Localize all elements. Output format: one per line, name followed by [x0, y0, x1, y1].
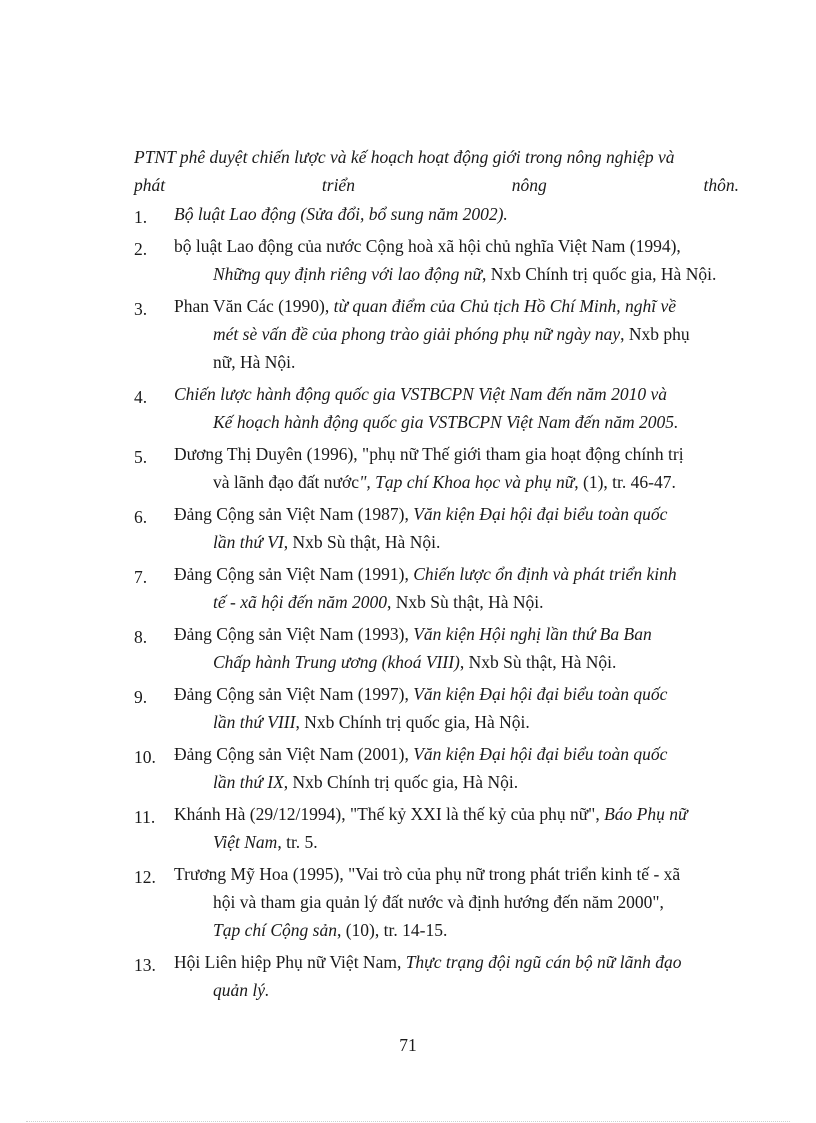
reference-text [174, 380, 739, 436]
reference-segment: , Nxb Chính trị quốc gia, Hà Nội. [482, 264, 717, 284]
reference-segment: ", Tạp chí Khoa học và phụ nữ [359, 472, 575, 492]
reference-first-line [174, 804, 688, 824]
reference-segment: Việt Nam [213, 832, 278, 852]
reference-item [134, 500, 739, 556]
reference-continuation-line [174, 588, 739, 616]
reference-number: 1. [134, 207, 148, 227]
reference-item [134, 200, 739, 228]
reference-first-line [174, 624, 652, 644]
reference-number: 2. [134, 239, 148, 259]
reference-list [134, 200, 739, 1008]
reference-text [174, 440, 739, 496]
reference-continuation-line [174, 648, 739, 676]
reference-segment: lần thứ VI [213, 532, 284, 552]
reference-segment: Kế hoạch hành động quốc gia VSTBCPN Việt Nam đến năm 2005. [213, 412, 679, 432]
page-number: 71 [399, 1035, 417, 1055]
reference-first-line [174, 236, 681, 256]
reference-segment: và lãnh đạo đất nước [213, 472, 360, 492]
reference-segment: Thực trạng đội ngũ cán bộ nữ lãnh đạo [405, 952, 682, 972]
reference-segment: Đảng Cộng sản Việt Nam (1987), [174, 504, 414, 524]
reference-text [174, 860, 739, 944]
reference-segment: Những quy định riêng với lao động nữ [213, 264, 483, 284]
reference-segment: Tạp chí Cộng sản [213, 920, 337, 940]
reference-continuation-line [174, 408, 739, 436]
reference-item [134, 800, 739, 856]
reference-segment: Phan Văn Các (1990), [174, 296, 334, 316]
intro-word: triển [321, 175, 355, 195]
reference-item [134, 620, 739, 676]
reference-segment: Trương Mỹ Hoa (1995), "Vai trò của phụ nữ trong phát triển kinh tế - xã [174, 864, 681, 884]
page-bottom-rule [26, 1121, 790, 1122]
reference-segment: tế - xã hội đến năm 2000 [213, 592, 387, 612]
reference-segment: , Nxb Sù thật, Hà Nội. [283, 532, 441, 552]
reference-segment: Hội Liên hiệp Phụ nữ Việt Nam, [174, 952, 406, 972]
reference-text [174, 500, 739, 556]
reference-continuation-line [174, 320, 739, 348]
reference-text [174, 680, 739, 736]
reference-segment: , Nxb Chính trị quốc gia, Hà Nội. [283, 772, 519, 792]
reference-first-line [174, 296, 676, 316]
reference-text [174, 948, 739, 1004]
reference-segment: Khánh Hà (29/12/1994), "Thế kỷ XXI là thế kỷ của phụ nữ", [174, 804, 605, 824]
reference-segment: Chiến lược hành động quốc gia VSTBCPN Việt Nam đến năm 2010 và [174, 384, 667, 404]
reference-number: 7. [134, 567, 148, 587]
reference-first-line [174, 864, 680, 884]
reference-segment: Văn kiện Hội nghị lần thứ Ba Ban [413, 624, 652, 644]
reference-segment: từ quan điểm của Chủ tịch Hồ Chí Minh, nghĩ về [333, 296, 677, 316]
reference-continuation-line [174, 976, 739, 1004]
reference-segment: Đảng Cộng sản Việt Nam (1993), [174, 624, 414, 644]
reference-number: 3. [134, 299, 148, 319]
reference-segment: , Nxb Sù thật, Hà Nội. [387, 592, 544, 612]
reference-segment: Dương Thị Duyên (1996), "phụ nữ Thế giới tham gia hoạt động chính trị [174, 444, 684, 464]
intro-word: phát [134, 175, 166, 195]
reference-segment: Văn kiện Đại hội đại biểu toàn quốc [413, 684, 668, 704]
reference-number: 10. [134, 747, 156, 767]
reference-segment: Đảng Cộng sản Việt Nam (1997), [174, 684, 414, 704]
reference-number: 11. [134, 807, 156, 827]
reference-segment: Văn kiện Đại hội đại biểu toàn quốc [413, 744, 668, 764]
reference-first-line [174, 504, 667, 524]
reference-first-line [174, 684, 667, 704]
reference-text [174, 800, 739, 856]
reference-continuation-line [174, 260, 739, 288]
reference-text [174, 292, 739, 376]
reference-first-line [174, 744, 667, 764]
intro-line-2 [134, 171, 739, 199]
reference-text [174, 560, 739, 616]
reference-segment: lần thứ IX [213, 772, 284, 792]
reference-segment: Báo Phụ nữ [604, 804, 688, 824]
reference-segment: nữ, Hà Nội. [213, 352, 296, 372]
reference-segment: quản lý. [213, 980, 270, 1000]
reference-number: 4. [134, 387, 148, 407]
reference-number: 8. [134, 627, 148, 647]
reference-item [134, 860, 739, 944]
reference-continuation-line [174, 708, 739, 736]
reference-first-line [174, 384, 667, 404]
reference-continuation-line [174, 888, 739, 916]
reference-item [134, 440, 739, 496]
reference-item [134, 380, 739, 436]
reference-item [134, 680, 739, 736]
reference-continuation-line [174, 468, 739, 496]
reference-item [134, 232, 739, 288]
reference-number: 5. [134, 447, 148, 467]
reference-number: 9. [134, 687, 148, 707]
intro-line-1: PTNT phê duyệt chiến lược và kế hoạch hoạt động giới trong nông nghiệp và [134, 147, 675, 167]
reference-item [134, 560, 739, 616]
intro-word: thôn. [703, 175, 739, 195]
reference-first-line [174, 952, 681, 972]
reference-first-line [174, 204, 508, 224]
reference-continuation-line [174, 768, 739, 796]
reference-continuation-line [174, 828, 739, 856]
reference-number: 12. [134, 867, 156, 887]
reference-number: 6. [134, 507, 148, 527]
reference-first-line [174, 444, 684, 464]
reference-segment: , Nxb phụ [620, 324, 690, 344]
reference-segment: Chiến lược ổn định và phát triển kinh [413, 564, 677, 584]
reference-segment: Đảng Cộng sản Việt Nam (1991), [174, 564, 414, 584]
reference-segment: , Nxb Sù thật, Hà Nội. [459, 652, 617, 672]
reference-continuation-line [174, 528, 739, 556]
reference-text [174, 740, 739, 796]
intro-paragraph [134, 143, 739, 199]
reference-item [134, 948, 739, 1004]
reference-segment: , tr. 5. [277, 832, 318, 852]
reference-segment: Văn kiện Đại hội đại biểu toàn quốc [413, 504, 668, 524]
reference-segment: , (1), tr. 46-47. [574, 472, 676, 492]
reference-segment: Chấp hành Trung ương (khoá VIII) [213, 652, 460, 672]
reference-segment: , (10), tr. 14-15. [336, 920, 448, 940]
reference-first-line [174, 564, 677, 584]
reference-text [174, 232, 739, 288]
reference-segment: , Nxb Chính trị quốc gia, Hà Nội. [295, 712, 530, 732]
reference-segment: hội và tham gia quản lý đất nước và định hướng đến năm 2000", [213, 892, 664, 912]
reference-item [134, 740, 739, 796]
reference-text [174, 200, 739, 228]
reference-segment: Đảng Cộng sản Việt Nam (2001), [174, 744, 414, 764]
reference-item [134, 292, 739, 376]
reference-segment: lần thứ VIII [213, 712, 296, 732]
reference-number: 13. [134, 955, 156, 975]
reference-segment: mét sè vấn đề của phong trào giải phóng phụ nữ ngày nay [213, 324, 621, 344]
reference-continuation-line [174, 348, 739, 376]
reference-segment: bộ luật Lao động của nước Cộng hoà xã hội chủ nghĩa Việt Nam (1994), [174, 236, 681, 256]
reference-segment: Bộ luật Lao động (Sửa đổi, bổ sung năm 2002). [174, 204, 508, 224]
reference-continuation-line [174, 916, 739, 944]
reference-text [174, 620, 739, 676]
intro-word: nông [511, 175, 547, 195]
